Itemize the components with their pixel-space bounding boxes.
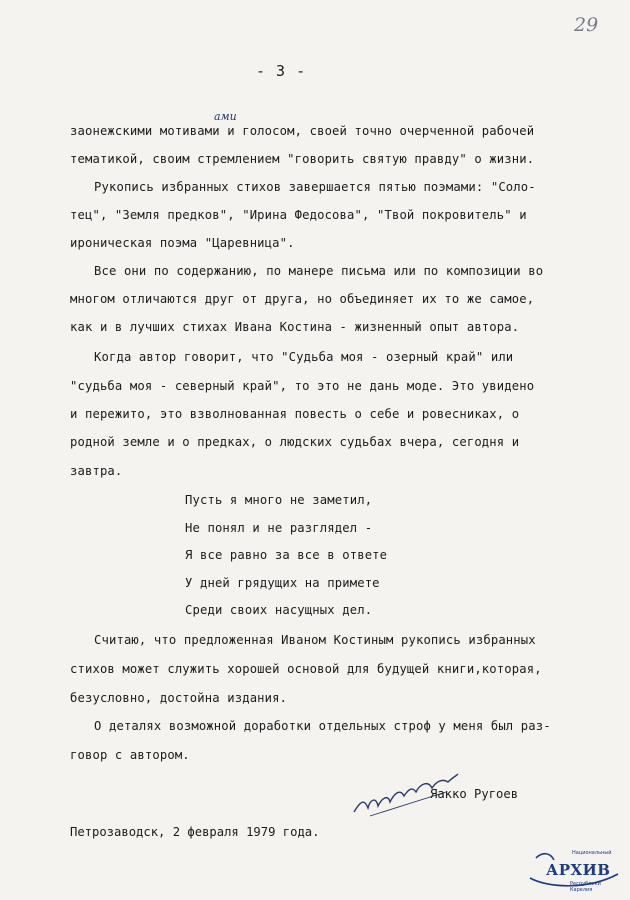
text-line: "судьба моя - северный край", то это не дань моде. Это увидено (70, 379, 535, 393)
text-line: Считаю, что предложенная Иваном Костиным рукопись избранных (94, 633, 536, 647)
archive-page-number: 29 (574, 14, 599, 36)
poem-line: У дней грядущих на примете (185, 576, 380, 590)
text-line: говор с автором. (70, 748, 190, 762)
text-line: и пережито, это взволнованная повесть о себе и ровесниках, о (70, 407, 520, 421)
text-line: завтра. (70, 464, 123, 478)
text-line: Рукопись избранных стихов завершается пятью поэмами: "Соло- (94, 180, 536, 194)
text-line: Все они по содержанию, по манере письма или по композиции во (94, 264, 544, 278)
place-date: Петрозаводск, 2 февраля 1979 года. (70, 825, 320, 839)
text-line: заонежскими мотивами и голосом, своей точно очерченной рабочей (70, 124, 535, 138)
poem-line: Не понял и не разглядел - (185, 521, 373, 535)
text-line: как и в лучших стихах Ивана Костина - жизненный опыт автора. (70, 320, 520, 334)
text-line: родной земле и о предках, о людских судьбах вчера, сегодня и (70, 435, 520, 449)
text-line: О деталях возможной доработки отдельных строф у меня был раз- (94, 719, 551, 733)
text-line: безусловно, достойна издания. (70, 691, 288, 705)
text-line: многом отличаются друг от друга, но объединяет их то же самое, (70, 292, 535, 306)
logo-bottom-text: Республики Карелия (570, 881, 601, 893)
page-number: - 3 - (256, 62, 307, 80)
text-line: Когда автор говорит, что "Судьба моя - озерный край" или (94, 350, 514, 364)
text-line: тематикой, своим стремлением "говорить святую правду" о жизни. (70, 152, 535, 166)
logo-top-text: Национальный (572, 850, 612, 856)
poem-line: Я все равно за все в ответе (185, 548, 388, 562)
archive-logo (528, 848, 620, 892)
author-name: Яакко Ругоев (430, 787, 519, 801)
text-line: тец", "Земля предков", "Ирина Федосова", "Твой покровитель" и (70, 208, 527, 222)
poem-line: Пусть я много не заметил, (185, 493, 373, 507)
text-line: стихов может служить хорошей основой для будущей книги,которая, (70, 662, 542, 676)
text-line: ироническая поэма "Царевница". (70, 236, 295, 250)
logo-main-text: АРХИВ (546, 861, 611, 879)
handwritten-correction: ами (214, 110, 237, 123)
poem-line: Среди своих насущных дел. (185, 603, 373, 617)
